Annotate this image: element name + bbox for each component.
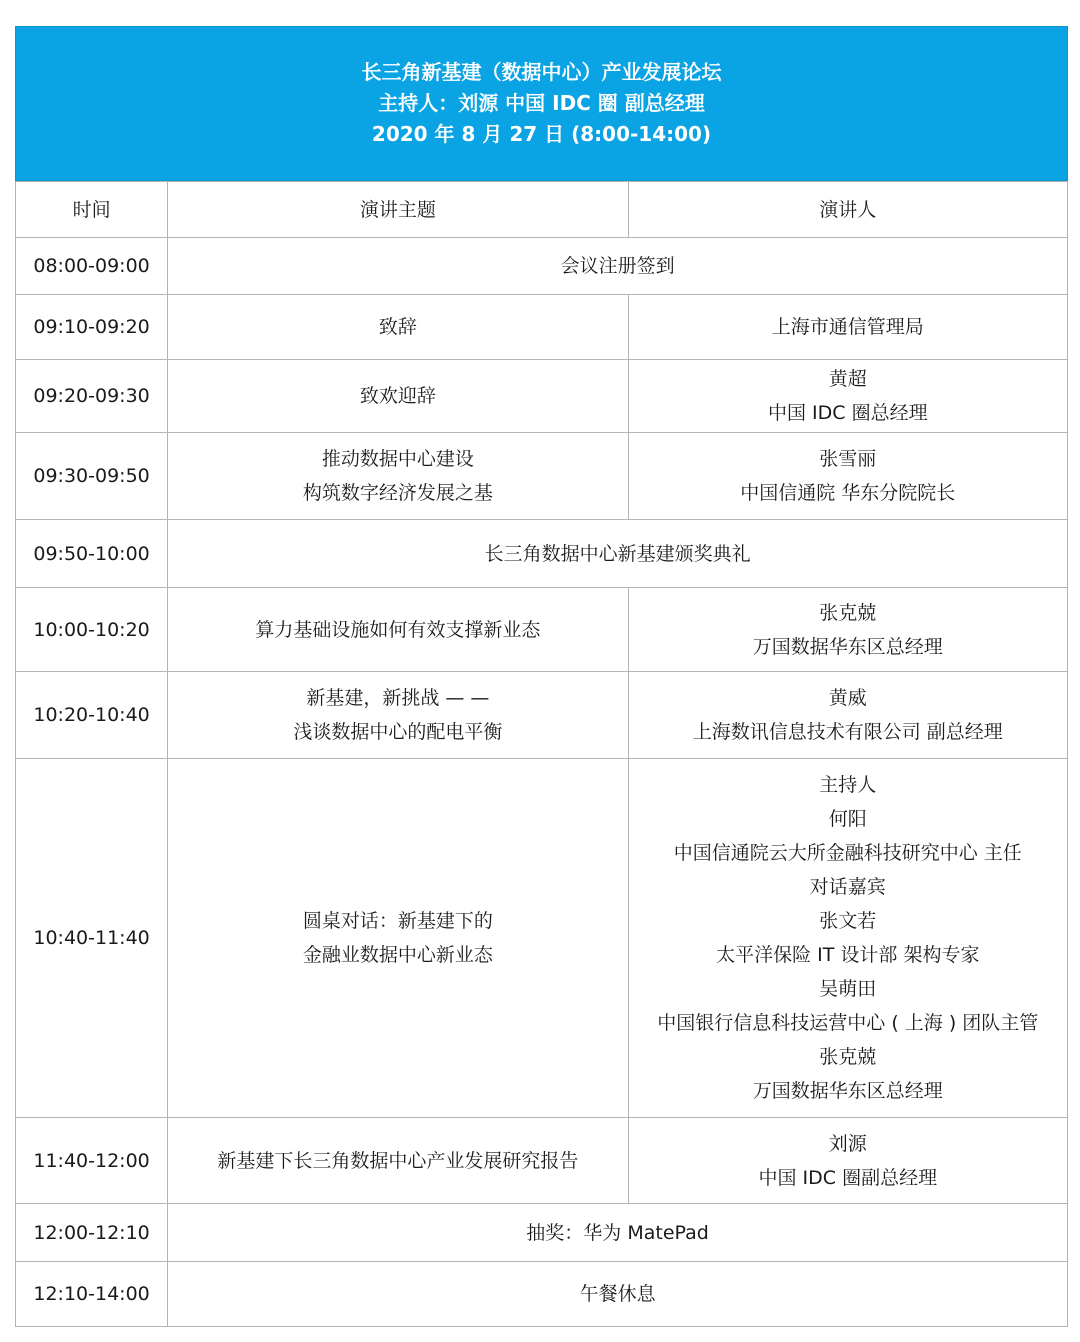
row-time: 09:10-09:20	[16, 295, 168, 360]
topic-line: 新基建，新挑战 — —	[306, 687, 490, 709]
row-topic	[168, 433, 628, 520]
speaker-line: 对话嘉宾	[809, 876, 886, 898]
table-row	[16, 588, 1068, 672]
row-speaker	[628, 360, 1067, 433]
row-topic	[168, 295, 628, 360]
row-speaker	[628, 672, 1067, 759]
table-row	[16, 360, 1068, 433]
row-topic	[168, 360, 628, 433]
forum-title: 长三角新基建（数据中心）产业发展论坛	[361, 60, 722, 84]
topic-line: 金融业数据中心新业态	[302, 944, 493, 966]
forum-date: 2020 年 8 月 27 日 (8:00-14:00)	[371, 122, 712, 146]
speaker-line: 中国信通院云大所金融科技研究中心 主任	[673, 842, 1022, 864]
row-topic	[168, 672, 628, 759]
row-time: 12:10-14:00	[16, 1262, 168, 1327]
speaker-line: 吴萌田	[819, 978, 877, 1000]
row-time: 10:20-10:40	[16, 672, 168, 759]
agenda-sheet	[15, 26, 1068, 1327]
row-time: 11:40-12:00	[16, 1118, 168, 1204]
speaker-line: 黄威	[828, 687, 867, 709]
speaker-line: 万国数据华东区总经理	[752, 1080, 943, 1102]
speaker-line: 张克兢	[819, 601, 877, 624]
table-row	[16, 1118, 1068, 1204]
topic-line: 致欢迎辞	[359, 385, 436, 407]
topic-line: 圆桌对话：新基建下的	[302, 910, 493, 932]
row-time: 12:00-12:10	[16, 1204, 168, 1262]
row-time: 08:00-09:00	[16, 238, 168, 295]
table-row	[16, 295, 1068, 360]
speaker-line: 张克兢	[819, 1046, 877, 1068]
forum-host: 主持人：刘源 中国 IDC 圈 副总经理	[378, 91, 705, 115]
row-speaker	[628, 433, 1067, 520]
speaker-line: 何阳	[828, 808, 867, 830]
row-speaker	[628, 1118, 1067, 1204]
row-topic	[168, 759, 628, 1118]
row-time: 10:40-11:40	[16, 759, 168, 1118]
row-speaker	[628, 588, 1067, 672]
table-row	[16, 520, 1068, 588]
speaker-line: 刘源	[828, 1132, 867, 1155]
topic-line: 推动数据中心建设	[321, 448, 474, 470]
speaker-line: 中国 IDC 圈总经理	[767, 402, 928, 424]
table-row	[16, 433, 1068, 520]
speaker-line: 太平洋保险 IT 设计部 架构专家	[716, 944, 980, 966]
topic-line: 算力基础设施如何有效支撑新业态	[255, 618, 541, 641]
topic-line: 致辞	[378, 316, 417, 338]
column-header-topic: 演讲主题	[168, 182, 628, 238]
row-topic	[168, 1118, 628, 1204]
speaker-line: 万国数据华东区总经理	[752, 635, 943, 658]
row-speaker	[628, 759, 1067, 1118]
speaker-line: 张雪丽	[819, 448, 877, 470]
table-row	[16, 672, 1068, 759]
speaker-line: 上海数讯信息技术有限公司 副总经理	[692, 721, 1003, 743]
topic-line: 新基建下长三角数据中心产业发展研究报告	[217, 1149, 579, 1172]
topic-line: 浅谈数据中心的配电平衡	[293, 721, 503, 743]
column-header-speaker: 演讲人	[628, 182, 1067, 238]
row-time: 09:50-10:00	[16, 520, 168, 588]
row-speaker	[628, 295, 1067, 360]
row-merged: 抽奖：华为 MatePad	[168, 1204, 1068, 1262]
speaker-line: 张文若	[819, 910, 877, 932]
row-merged: 午餐休息	[168, 1262, 1068, 1327]
table-header-row	[16, 182, 1068, 238]
row-topic	[168, 588, 628, 672]
agenda-banner	[15, 26, 1068, 181]
agenda-table	[15, 181, 1068, 1327]
row-time: 10:00-10:20	[16, 588, 168, 672]
row-merged: 长三角数据中心新基建颁奖典礼	[168, 520, 1068, 588]
table-row	[16, 759, 1068, 1118]
speaker-line: 中国信通院 华东分院院长	[740, 482, 956, 504]
table-row	[16, 238, 1068, 295]
row-merged: 会议注册签到	[168, 238, 1068, 295]
table-row	[16, 1262, 1068, 1327]
row-time: 09:20-09:30	[16, 360, 168, 433]
speaker-line: 主持人	[819, 774, 877, 796]
topic-line: 构筑数字经济发展之基	[302, 482, 493, 504]
speaker-line: 中国 IDC 圈副总经理	[758, 1166, 938, 1189]
column-header-time: 时间	[16, 182, 168, 238]
row-time: 09:30-09:50	[16, 433, 168, 520]
speaker-line: 中国银行信息科技运营中心 ( 上海 ) 团队主管	[657, 1012, 1039, 1034]
table-row	[16, 1204, 1068, 1262]
speaker-line: 上海市通信管理局	[771, 316, 924, 338]
speaker-line: 黄超	[828, 368, 867, 390]
